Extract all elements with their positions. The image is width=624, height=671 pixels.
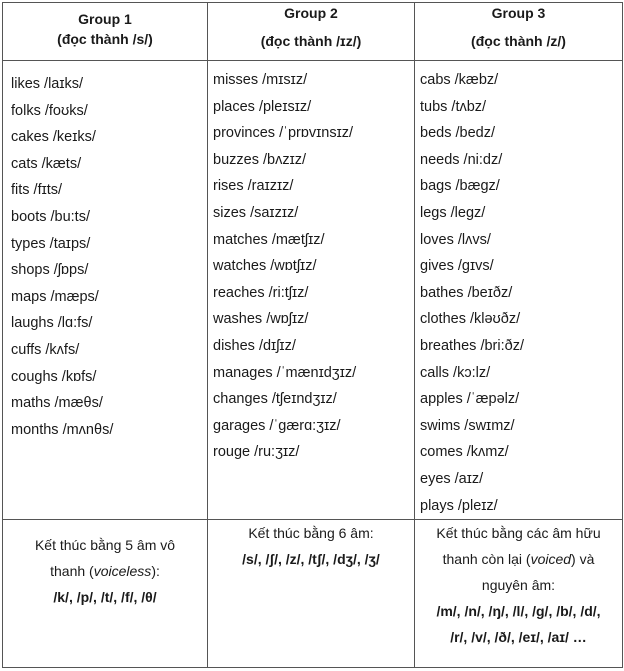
- group-1-rule-line1: Kết thúc bằng 5 âm vô: [34, 537, 176, 554]
- group-3-rule-text: thanh còn lại (: [442, 551, 531, 568]
- group-3-rule: [415, 520, 623, 668]
- word-item: rouge /ru:ʒɪz/: [213, 444, 300, 461]
- header-group-1: [3, 3, 208, 61]
- word-item: maths /mæθs/: [11, 395, 103, 412]
- word-item: boots /bu:ts/: [11, 208, 90, 225]
- word-item: watches /wɒtʃɪz/: [213, 258, 317, 275]
- word-item: plays /pleɪz/: [420, 497, 498, 514]
- word-item: clothes /kləʊðz/: [420, 311, 521, 328]
- word-item: gives /gɪvs/: [420, 258, 494, 275]
- word-item: apples /ˈæpəlz/: [420, 391, 520, 408]
- pronunciation-table: [2, 2, 623, 668]
- group-2-rule: [208, 520, 415, 668]
- word-item: folks /foʊks/: [11, 102, 88, 119]
- word-item: beds /bedz/: [420, 125, 495, 142]
- word-item: eyes /aɪz/: [420, 470, 484, 487]
- group-1-word-list: [11, 71, 207, 443]
- header-group-2: [208, 3, 415, 61]
- group-3-rule-line2: [419, 546, 618, 572]
- word-item: types /taɪps/: [11, 235, 91, 252]
- header-group-3-sub: (đọc thành /z/): [471, 33, 566, 49]
- word-item: cabs /kæbz/: [420, 72, 499, 88]
- group-3-rule-close: ) và: [571, 551, 595, 568]
- word-item: places /pleɪsɪz/: [213, 98, 312, 115]
- word-item: provinces /ˈprɒvɪnsɪz/: [213, 125, 354, 142]
- word-item: legs /legz/: [420, 204, 486, 221]
- word-item: cuffs /kʌfs/: [11, 341, 80, 358]
- word-item: dishes /dɪʃɪz/: [213, 337, 296, 354]
- group-1-rule: [3, 520, 208, 668]
- group-3-rule-line1: Kết thúc bằng các âm hữu: [436, 525, 601, 542]
- word-item: rises /raɪzɪz/: [213, 178, 294, 195]
- group-3-cell: [415, 61, 623, 520]
- word-item: manages /ˈmænɪdʒɪz/: [213, 364, 357, 381]
- word-row: [3, 61, 623, 520]
- group-2-sounds: /s/, /ʃ/, /z/, /tʃ/, /dʒ/, /ʒ/: [242, 551, 380, 568]
- word-item: needs /ni:dz/: [420, 151, 503, 168]
- word-item: cats /kæts/: [11, 155, 82, 172]
- group-3-sounds-1: /m/, /n/, /ŋ/, /l/, /g/, /b/, /d/,: [436, 603, 601, 620]
- group-1-sounds: /k/, /p/, /t/, /f/, /θ/: [53, 589, 157, 606]
- word-item: changes /tʃeɪndʒɪz/: [213, 391, 337, 408]
- group-2-word-list: [213, 67, 414, 466]
- word-item: shops /ʃɒps/: [11, 262, 89, 279]
- word-item: laughs /lɑ:fs/: [11, 315, 93, 332]
- group-3-word-list: [420, 67, 622, 519]
- word-item: likes /laɪks/: [11, 76, 84, 92]
- word-item: months /mʌnθs/: [11, 421, 114, 438]
- word-item: matches /mætʃɪz/: [213, 231, 325, 248]
- word-item: misses /mɪsɪz/: [213, 72, 308, 88]
- word-item: fits /fɪts/: [11, 182, 63, 199]
- group-1-rule-text: thanh (: [50, 563, 94, 580]
- word-item: bathes /beɪðz/: [420, 284, 513, 301]
- word-item: maps /mæps/: [11, 288, 99, 305]
- word-item: washes /wɒʃɪz/: [213, 311, 309, 328]
- word-item: comes /kʌmz/: [420, 444, 509, 461]
- voiceless-term: voiceless: [93, 563, 152, 580]
- header-group-3: [415, 3, 623, 61]
- header-group-2-title: Group 2: [284, 5, 338, 21]
- header-group-2-sub: (đọc thành /ɪz/): [260, 33, 362, 49]
- header-group-3-title: Group 3: [491, 5, 546, 21]
- header-row: [3, 3, 623, 61]
- word-item: cakes /keɪks/: [11, 129, 96, 146]
- word-item: reaches /ri:tʃɪz/: [213, 284, 309, 301]
- word-item: calls /kɔ:lz/: [420, 364, 491, 381]
- group-1-cell: [3, 61, 208, 520]
- group-2-rule-line1: Kết thúc bằng 6 âm:: [248, 525, 374, 542]
- rule-row: [3, 520, 623, 668]
- group-3-sounds-2: /r/, /v/, /ð/, /eɪ/, /aɪ/ …: [450, 629, 587, 646]
- word-item: sizes /saɪzɪz/: [213, 204, 299, 221]
- word-item: swims /swɪmz/: [420, 417, 515, 434]
- voiced-term: voiced: [530, 551, 572, 568]
- word-item: breathes /bri:ðz/: [420, 337, 524, 354]
- word-item: garages /ˈgærɑ:ʒɪz/: [213, 417, 341, 434]
- group-1-rule-close: ):: [151, 563, 160, 580]
- group-1-rule-line2: [7, 558, 203, 584]
- word-item: bags /bægz/: [420, 178, 500, 195]
- header-group-1-title: Group 1: [78, 11, 132, 27]
- word-item: coughs /kɒfs/: [11, 368, 97, 385]
- word-item: tubs /tʌbz/: [420, 98, 487, 115]
- word-item: buzzes /bʌzɪz/: [213, 151, 307, 168]
- group-2-cell: [208, 61, 415, 520]
- word-item: loves /lʌvs/: [420, 231, 491, 248]
- header-group-1-sub: (đọc thành /s/): [57, 31, 153, 47]
- group-3-rule-line3: nguyên âm:: [481, 577, 556, 594]
